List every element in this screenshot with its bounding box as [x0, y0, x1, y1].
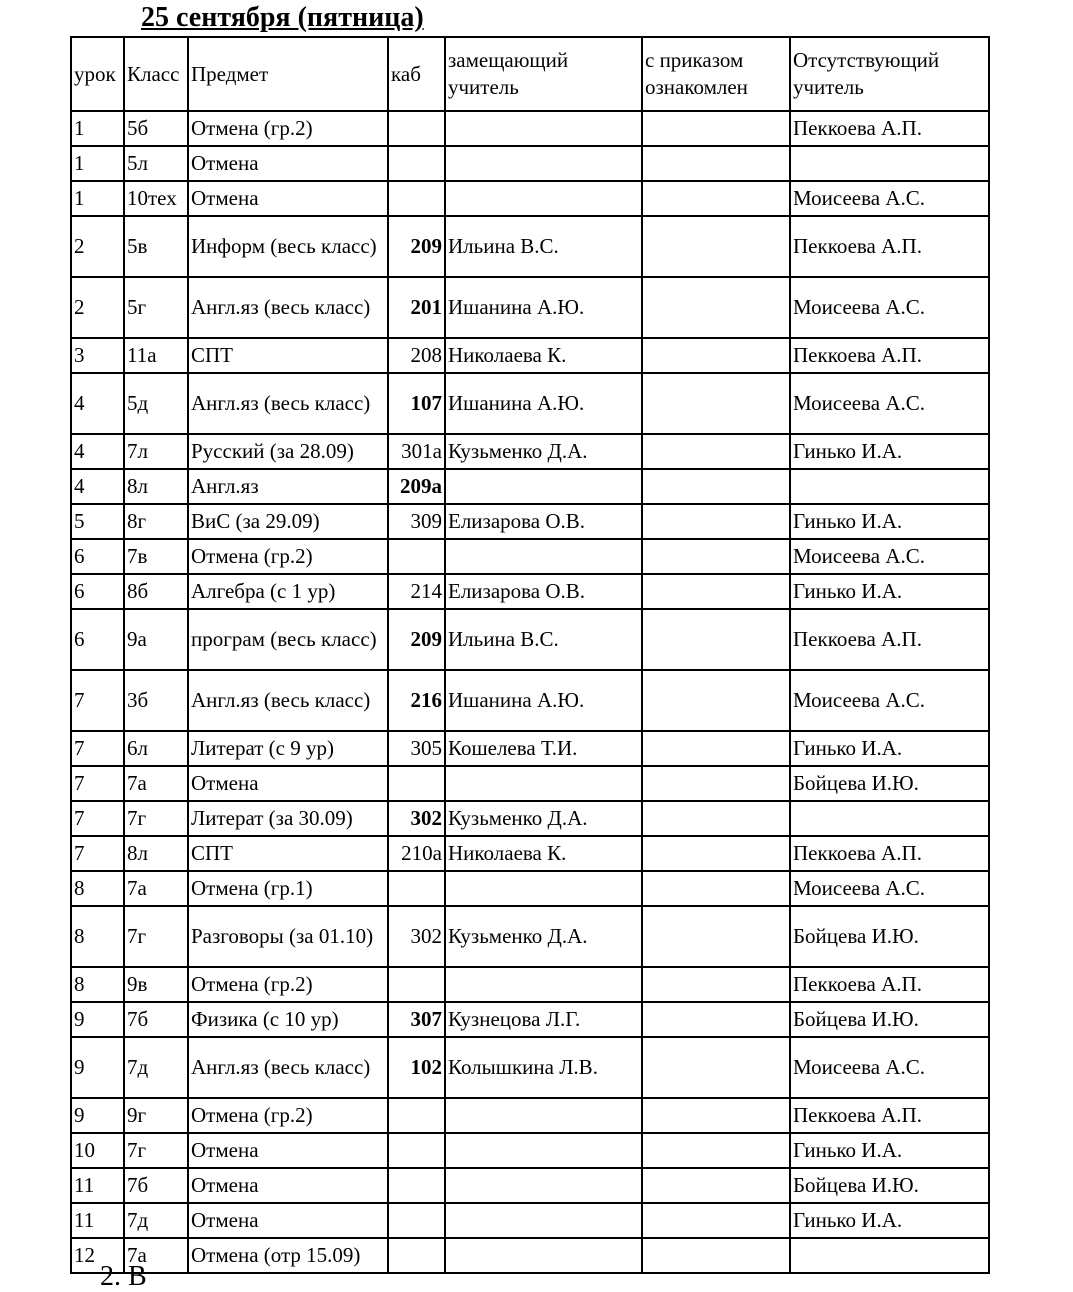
cell-substitute: Колышкина Л.В.: [445, 1037, 642, 1098]
cell-acknowledged: [642, 1203, 790, 1238]
cell-acknowledged: [642, 1133, 790, 1168]
cell-lesson: 9: [71, 1002, 124, 1037]
cell-room: 302: [388, 906, 445, 967]
cell-lesson: 3: [71, 338, 124, 373]
cell-subject: Англ.яз (весь класс): [188, 373, 388, 434]
cell-class: 8л: [124, 836, 188, 871]
cell-absent: Пеккоева А.П.: [790, 836, 989, 871]
cell-substitute: [445, 967, 642, 1002]
cell-substitute: Елизарова О.В.: [445, 504, 642, 539]
cell-room: 107: [388, 373, 445, 434]
cell-absent: [790, 146, 989, 181]
cell-lesson: 7: [71, 670, 124, 731]
cell-absent: Пеккоева А.П.: [790, 338, 989, 373]
cell-acknowledged: [642, 504, 790, 539]
cell-acknowledged: [642, 906, 790, 967]
table-row: [71, 181, 989, 216]
cell-substitute: Ишанина А.Ю.: [445, 373, 642, 434]
cell-subject: Литерат (с 9 ур): [188, 731, 388, 766]
cell-lesson: 8: [71, 906, 124, 967]
cell-acknowledged: [642, 373, 790, 434]
cell-room: 102: [388, 1037, 445, 1098]
page-title: 25 сентября (пятница): [141, 2, 424, 33]
cell-class: 8л: [124, 469, 188, 504]
cell-lesson: 9: [71, 1037, 124, 1098]
cell-absent: Гинько И.А.: [790, 731, 989, 766]
cell-room: [388, 1238, 445, 1273]
cell-absent: Бойцева И.Ю.: [790, 1002, 989, 1037]
cell-subject: ВиС (за 29.09): [188, 504, 388, 539]
cell-room: 301а: [388, 434, 445, 469]
cell-acknowledged: [642, 670, 790, 731]
cell-acknowledged: [642, 1238, 790, 1273]
table-header-row: [71, 37, 989, 111]
cell-subject: Разговоры (за 01.10): [188, 906, 388, 967]
table-row: [71, 373, 989, 434]
cell-substitute: [445, 766, 642, 801]
cell-substitute: [445, 1203, 642, 1238]
cell-room: 305: [388, 731, 445, 766]
cell-subject: Отмена: [188, 766, 388, 801]
table-row: [71, 539, 989, 574]
cell-class: 11а: [124, 338, 188, 373]
cell-subject: Русский (за 28.09): [188, 434, 388, 469]
cell-acknowledged: [642, 469, 790, 504]
table-row: [71, 871, 989, 906]
cell-acknowledged: [642, 181, 790, 216]
cell-subject: Отмена (гр.2): [188, 111, 388, 146]
cell-lesson: 7: [71, 766, 124, 801]
cell-class: 5л: [124, 146, 188, 181]
table-row: [71, 801, 989, 836]
cell-class: 7г: [124, 801, 188, 836]
table-row: [71, 906, 989, 967]
cell-substitute: [445, 181, 642, 216]
table-row: [71, 670, 989, 731]
cell-class: 8б: [124, 574, 188, 609]
cell-absent: Пеккоева А.П.: [790, 111, 989, 146]
cell-absent: Гинько И.А.: [790, 1203, 989, 1238]
cell-room: 216: [388, 670, 445, 731]
cell-acknowledged: [642, 146, 790, 181]
cell-subject: Алгебра (с 1 ур): [188, 574, 388, 609]
cell-lesson: 6: [71, 609, 124, 670]
cell-class: 7л: [124, 434, 188, 469]
table-row: [71, 1168, 989, 1203]
table-row: [71, 504, 989, 539]
cell-room: 209а: [388, 469, 445, 504]
cell-acknowledged: [642, 1037, 790, 1098]
cell-class: 7б: [124, 1168, 188, 1203]
cell-acknowledged: [642, 338, 790, 373]
cell-absent: Моисеева А.С.: [790, 1037, 989, 1098]
cell-absent: Пеккоева А.П.: [790, 967, 989, 1002]
cell-subject: СПТ: [188, 836, 388, 871]
cell-absent: Бойцева И.Ю.: [790, 906, 989, 967]
cell-substitute: [445, 1168, 642, 1203]
cell-subject: Отмена (гр.2): [188, 967, 388, 1002]
table-row: [71, 967, 989, 1002]
header-class: Класс: [124, 37, 188, 111]
cell-absent: Гинько И.А.: [790, 574, 989, 609]
cell-acknowledged: [642, 434, 790, 469]
cell-substitute: [445, 146, 642, 181]
cell-room: 209: [388, 609, 445, 670]
cell-subject: Отмена (гр.2): [188, 1098, 388, 1133]
cell-absent: Гинько И.А.: [790, 504, 989, 539]
cell-room: 201: [388, 277, 445, 338]
cell-class: 6л: [124, 731, 188, 766]
cell-room: 208: [388, 338, 445, 373]
cell-subject: Литерат (за 30.09): [188, 801, 388, 836]
table-row: [71, 1133, 989, 1168]
cell-lesson: 6: [71, 574, 124, 609]
cell-lesson: 10: [71, 1133, 124, 1168]
cell-room: [388, 181, 445, 216]
table-row: [71, 111, 989, 146]
table-row: [71, 1002, 989, 1037]
cell-absent: Моисеева А.С.: [790, 670, 989, 731]
cell-acknowledged: [642, 1168, 790, 1203]
cell-substitute: Ишанина А.Ю.: [445, 670, 642, 731]
cell-lesson: 7: [71, 801, 124, 836]
cell-class: 5в: [124, 216, 188, 277]
header-room: каб: [388, 37, 445, 111]
cell-substitute: Елизарова О.В.: [445, 574, 642, 609]
cell-class: 7а: [124, 766, 188, 801]
cell-class: 7г: [124, 906, 188, 967]
cell-lesson: 7: [71, 836, 124, 871]
cell-class: 5д: [124, 373, 188, 434]
cell-class: 3б: [124, 670, 188, 731]
cell-room: 307: [388, 1002, 445, 1037]
cell-class: 5б: [124, 111, 188, 146]
table-row: [71, 731, 989, 766]
cell-lesson: 4: [71, 434, 124, 469]
substitution-table: [70, 36, 990, 1274]
cell-acknowledged: [642, 539, 790, 574]
cell-room: [388, 111, 445, 146]
cell-lesson: 6: [71, 539, 124, 574]
cell-class: 7д: [124, 1037, 188, 1098]
cell-lesson: 11: [71, 1168, 124, 1203]
cell-subject: Отмена (гр.1): [188, 871, 388, 906]
cell-lesson: 8: [71, 871, 124, 906]
cell-acknowledged: [642, 574, 790, 609]
cell-substitute: [445, 871, 642, 906]
cell-acknowledged: [642, 967, 790, 1002]
cell-acknowledged: [642, 111, 790, 146]
cell-class: 7а: [124, 1238, 188, 1273]
cell-subject: Информ (весь класс): [188, 216, 388, 277]
cell-class: 9а: [124, 609, 188, 670]
header-absent: Отсутствующий учитель: [790, 37, 989, 111]
cell-substitute: Ишанина А.Ю.: [445, 277, 642, 338]
cell-acknowledged: [642, 801, 790, 836]
table-row: [71, 146, 989, 181]
cell-substitute: Ильина В.С.: [445, 216, 642, 277]
cell-subject: Отмена: [188, 1168, 388, 1203]
cell-lesson: 1: [71, 111, 124, 146]
cell-absent: Моисеева А.С.: [790, 277, 989, 338]
cell-acknowledged: [642, 1098, 790, 1133]
cell-room: [388, 539, 445, 574]
cell-class: 7д: [124, 1203, 188, 1238]
cell-subject: СПТ: [188, 338, 388, 373]
cell-subject: Физика (с 10 ур): [188, 1002, 388, 1037]
cell-substitute: Кузьменко Д.А.: [445, 434, 642, 469]
cell-subject: Отмена (гр.2): [188, 539, 388, 574]
cell-absent: Пеккоева А.П.: [790, 216, 989, 277]
header-subject: Предмет: [188, 37, 388, 111]
table-row: [71, 469, 989, 504]
cell-substitute: [445, 1098, 642, 1133]
cell-absent: Пеккоева А.П.: [790, 609, 989, 670]
cell-room: 210а: [388, 836, 445, 871]
cell-subject: Англ.яз (весь класс): [188, 1037, 388, 1098]
cell-class: 10тех: [124, 181, 188, 216]
cell-room: 209: [388, 216, 445, 277]
cell-substitute: [445, 539, 642, 574]
cell-subject: програм (весь класс): [188, 609, 388, 670]
table-row: [71, 1238, 989, 1273]
cell-substitute: Кузнецова Л.Г.: [445, 1002, 642, 1037]
cell-subject: Отмена: [188, 1203, 388, 1238]
table-row: [71, 766, 989, 801]
cell-lesson: 9: [71, 1098, 124, 1133]
cell-absent: [790, 469, 989, 504]
table-row: [71, 338, 989, 373]
table-row: [71, 1203, 989, 1238]
cell-room: [388, 1133, 445, 1168]
cell-class: 7а: [124, 871, 188, 906]
cell-lesson: 11: [71, 1203, 124, 1238]
cell-room: 302: [388, 801, 445, 836]
cell-room: [388, 1203, 445, 1238]
cell-room: [388, 146, 445, 181]
cell-lesson: 4: [71, 373, 124, 434]
cell-subject: Отмена: [188, 181, 388, 216]
cell-subject: Отмена: [188, 146, 388, 181]
header-substitute: замещающий учитель: [445, 37, 642, 111]
cell-acknowledged: [642, 277, 790, 338]
cell-class: 7г: [124, 1133, 188, 1168]
cell-absent: Моисеева А.С.: [790, 373, 989, 434]
cell-room: [388, 967, 445, 1002]
table-row: [71, 1037, 989, 1098]
cell-room: 214: [388, 574, 445, 609]
cell-absent: Пеккоева А.П.: [790, 1098, 989, 1133]
cell-class: 7в: [124, 539, 188, 574]
cell-lesson: 12: [71, 1238, 124, 1273]
cell-class: 5г: [124, 277, 188, 338]
header-lesson: урок: [71, 37, 124, 111]
table-row: [71, 434, 989, 469]
cell-acknowledged: [642, 836, 790, 871]
cell-substitute: Николаева К.: [445, 338, 642, 373]
cell-class: 8г: [124, 504, 188, 539]
cell-absent: Моисеева А.С.: [790, 181, 989, 216]
cell-substitute: [445, 111, 642, 146]
footer-fragment: 2. В: [100, 1261, 147, 1292]
cell-substitute: Ильина В.С.: [445, 609, 642, 670]
cell-class: 7б: [124, 1002, 188, 1037]
cell-acknowledged: [642, 609, 790, 670]
cell-absent: [790, 1238, 989, 1273]
cell-absent: Бойцева И.Ю.: [790, 766, 989, 801]
cell-subject: Отмена (отр 15.09): [188, 1238, 388, 1273]
cell-lesson: 5: [71, 504, 124, 539]
cell-absent: Гинько И.А.: [790, 1133, 989, 1168]
cell-acknowledged: [642, 731, 790, 766]
cell-room: [388, 1098, 445, 1133]
cell-absent: [790, 801, 989, 836]
cell-absent: Бойцева И.Ю.: [790, 1168, 989, 1203]
cell-acknowledged: [642, 216, 790, 277]
cell-acknowledged: [642, 766, 790, 801]
cell-lesson: 1: [71, 181, 124, 216]
cell-substitute: Николаева К.: [445, 836, 642, 871]
cell-room: [388, 871, 445, 906]
cell-substitute: Кошелева Т.И.: [445, 731, 642, 766]
cell-substitute: Кузьменко Д.А.: [445, 801, 642, 836]
table-row: [71, 836, 989, 871]
cell-room: 309: [388, 504, 445, 539]
cell-substitute: [445, 1133, 642, 1168]
cell-absent: Моисеева А.С.: [790, 539, 989, 574]
cell-lesson: 4: [71, 469, 124, 504]
cell-absent: Гинько И.А.: [790, 434, 989, 469]
cell-substitute: [445, 469, 642, 504]
cell-lesson: 2: [71, 216, 124, 277]
cell-absent: Моисеева А.С.: [790, 871, 989, 906]
table-row: [71, 609, 989, 670]
cell-substitute: [445, 1238, 642, 1273]
cell-substitute: Кузьменко Д.А.: [445, 906, 642, 967]
cell-subject: Англ.яз: [188, 469, 388, 504]
cell-subject: Англ.яз (весь класс): [188, 670, 388, 731]
cell-lesson: 1: [71, 146, 124, 181]
cell-acknowledged: [642, 1002, 790, 1037]
cell-subject: Англ.яз (весь класс): [188, 277, 388, 338]
cell-lesson: 7: [71, 731, 124, 766]
cell-room: [388, 766, 445, 801]
cell-acknowledged: [642, 871, 790, 906]
table-row: [71, 277, 989, 338]
cell-room: [388, 1168, 445, 1203]
header-acknowledged: с приказом ознакомлен: [642, 37, 790, 111]
cell-class: 9в: [124, 967, 188, 1002]
cell-class: 9г: [124, 1098, 188, 1133]
cell-subject: Отмена: [188, 1133, 388, 1168]
cell-lesson: 8: [71, 967, 124, 1002]
table-row: [71, 216, 989, 277]
cell-lesson: 2: [71, 277, 124, 338]
table-row: [71, 1098, 989, 1133]
table-row: [71, 574, 989, 609]
